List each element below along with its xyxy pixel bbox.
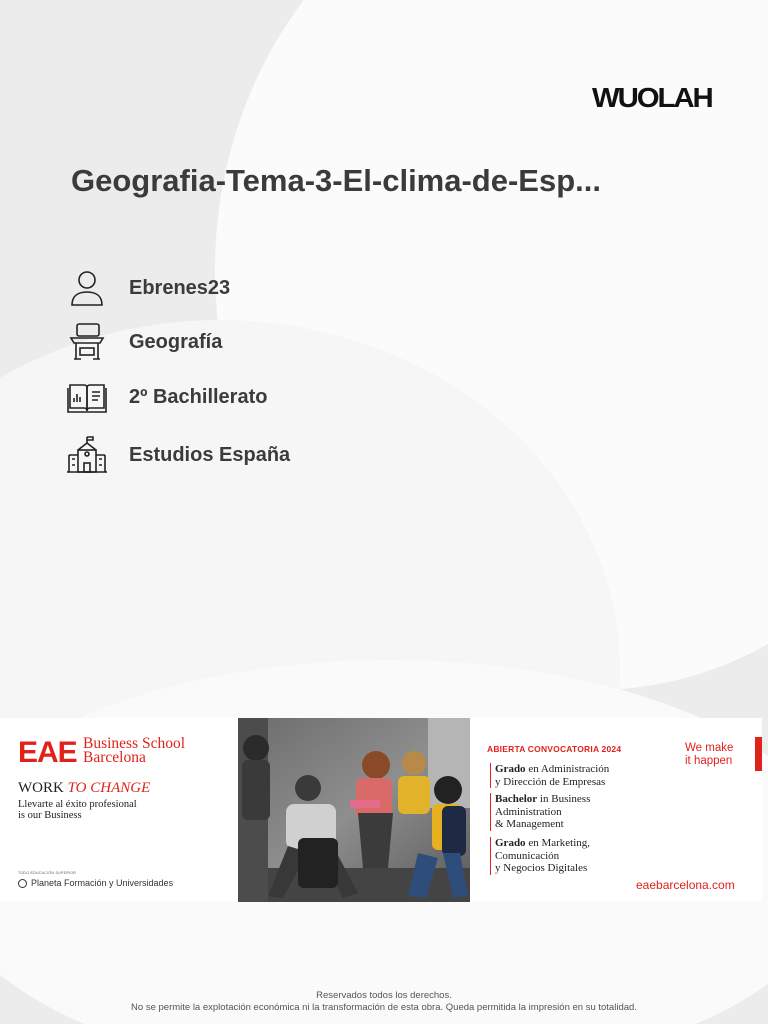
meta-label: 2º Bachillerato (129, 385, 268, 408)
students-photo (238, 718, 470, 902)
school-building-icon (64, 433, 110, 477)
eae-slogan: WORK TO CHANGE (18, 780, 151, 796)
eae-tagline: Llevarte al éxito profesional is our Business (18, 799, 137, 821)
program-item[interactable]: Grado en Administración y Dirección de Empresas (490, 763, 609, 788)
document-title: Geografia-Tema-3-El-clima-de-Esp... (71, 163, 601, 198)
eae-ad-banner[interactable] (0, 718, 762, 902)
website-link[interactable]: eaebarcelona.com (636, 878, 735, 892)
meta-course[interactable] (64, 375, 564, 419)
footer-notice (0, 990, 768, 1014)
convocatoria-label: ABIERTA CONVOCATORIA 2024 (487, 744, 622, 754)
meta-author[interactable] (64, 266, 564, 310)
book-icon (64, 375, 110, 419)
program-item[interactable]: Bachelor in Business Administration & Management (490, 793, 590, 831)
user-icon (64, 266, 110, 310)
accent-bar (755, 737, 762, 771)
footer-line: Reservados todos los derechos. (316, 990, 452, 1001)
meta-label: Ebrenes23 (129, 276, 231, 299)
we-make-it-happen: We make it happen (685, 742, 734, 767)
eae-brand-panel (0, 718, 238, 902)
program-item[interactable]: Grado en Marketing, Comunicación y Negocios Digitales (490, 837, 590, 875)
planeta-line: Planeta Formación y Universidades (18, 878, 173, 888)
footer-line: No se permite la explotación económica ni la transformación de esta obra. Queda permitida la impresión en su totalidad. (131, 1002, 637, 1013)
eae-logo: EAE (18, 736, 77, 769)
wuolah-logo[interactable]: WUOLAH (592, 82, 712, 113)
meta-label: Estudios España (129, 443, 291, 466)
meta-label: Geografía (129, 330, 223, 353)
eae-school-name: Business School Barcelona (83, 735, 186, 766)
meta-institution[interactable] (64, 433, 564, 477)
desk-icon (64, 320, 110, 364)
globe-icon (18, 879, 27, 888)
eae-programs-panel (470, 718, 762, 902)
meta-subject[interactable] (64, 320, 564, 364)
eae-small-print: TODO EDUCACIÓN SUPERIOR (18, 871, 77, 875)
